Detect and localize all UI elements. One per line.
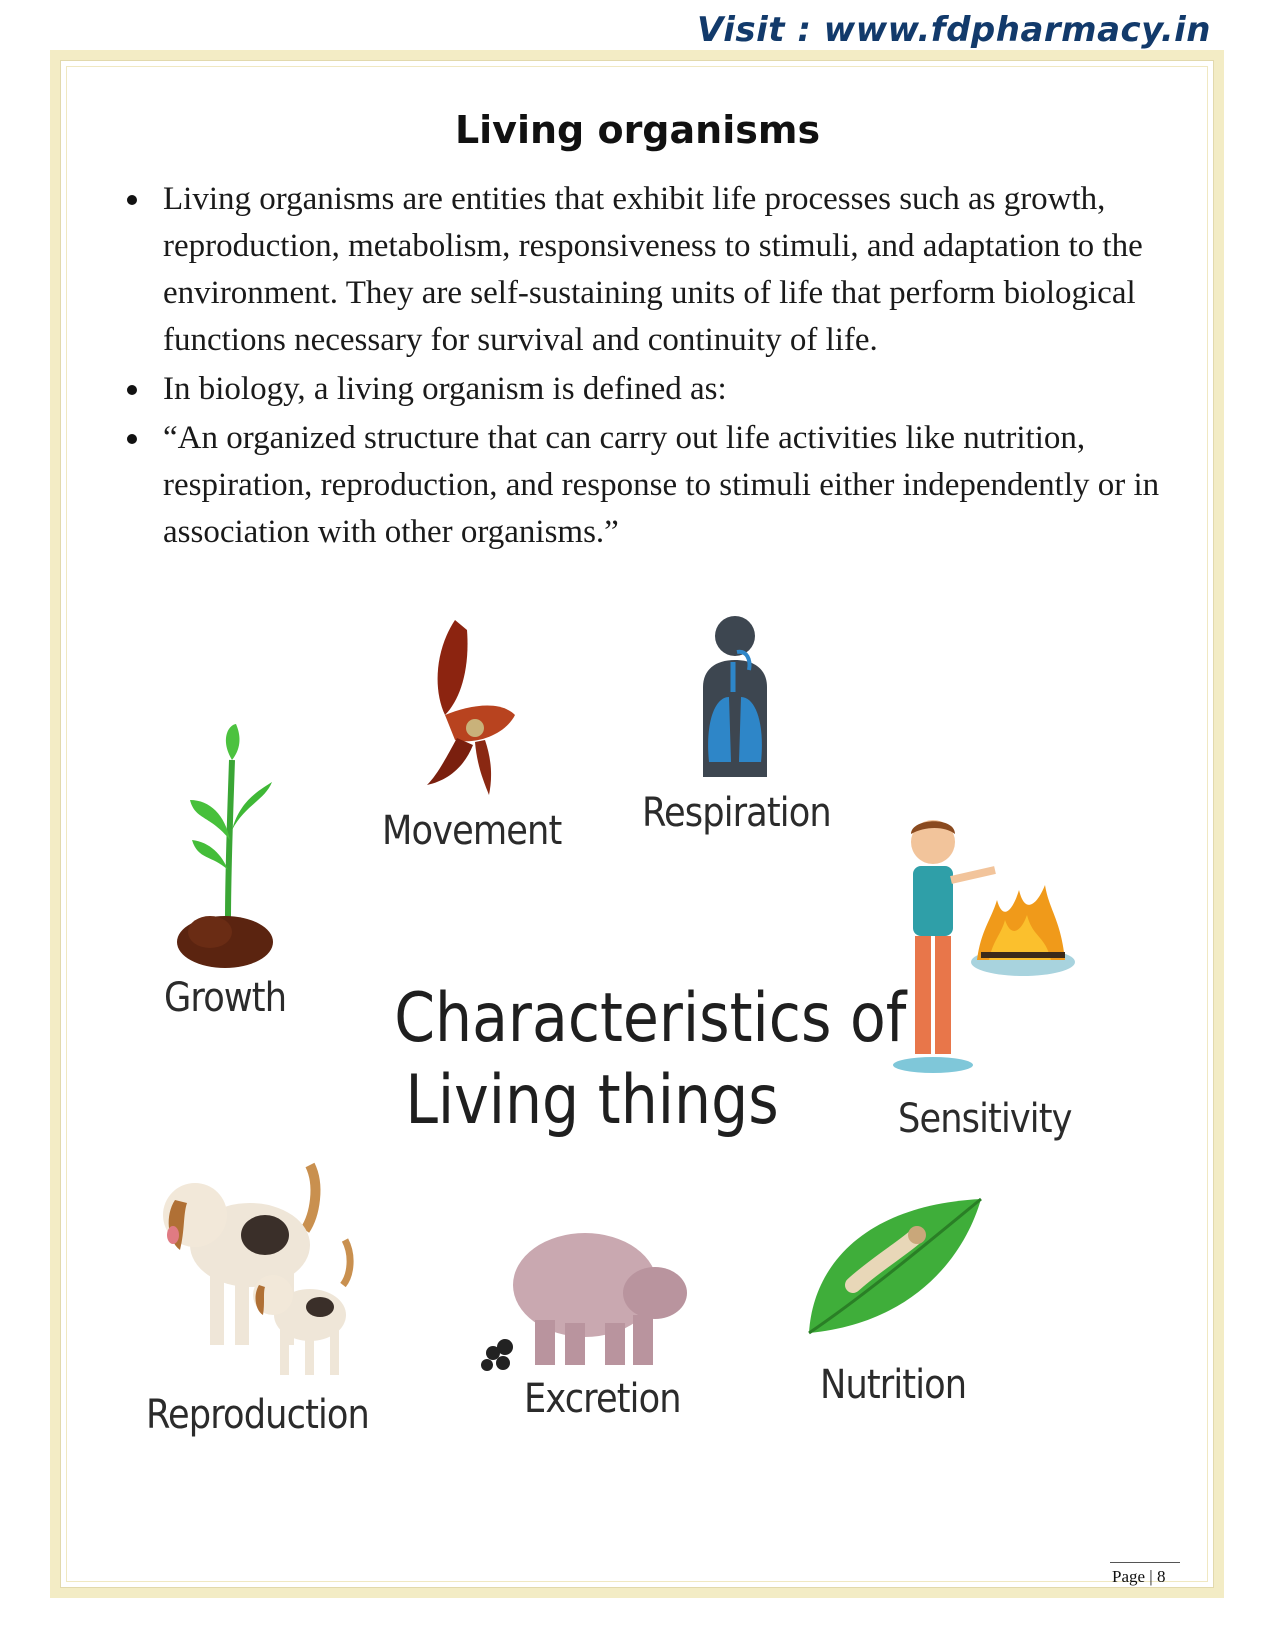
label-growth: Growth	[164, 975, 287, 1021]
lungs-icon	[695, 612, 775, 777]
bullet-item	[125, 366, 1205, 413]
bullet-dot	[127, 385, 137, 395]
label-sensitivity: Sensitivity	[898, 1096, 1072, 1142]
bullet-dot	[127, 434, 137, 444]
plant-sprout-icon	[170, 720, 280, 970]
label-movement: Movement	[382, 808, 562, 854]
page-number-rule	[1110, 1562, 1180, 1563]
label-excretion: Excretion	[524, 1376, 681, 1422]
header-visit-link[interactable]: Visit : www.fdpharmacy.in	[697, 10, 1211, 50]
bullet-dot	[127, 195, 137, 205]
page-number: Page | 8	[1112, 1567, 1166, 1586]
bullet-text: “An organized structure that can carry out life activities like nutrition, respiration, reproduction, and response to stimuli either independently or in association with other organisms.”	[163, 420, 1160, 550]
boy-near-fire-icon	[885, 810, 1075, 1080]
figure-center-title-line1: Characteristics of	[394, 979, 907, 1058]
caterpillar-on-leaf-icon	[805, 1195, 985, 1340]
bullet-text: Living organisms are entities that exhibit life processes such as growth, reproduction, metabolism, responsiveness to stimuli, and adaptation to the environment. They are self-sustaining units of life that perform biological functions necessary for survival and continuity of life.	[163, 181, 1143, 358]
dog-and-puppy-icon	[155, 1145, 360, 1380]
bullet-list	[125, 176, 1205, 558]
label-nutrition: Nutrition	[820, 1362, 967, 1408]
bullet-text: In biology, a living organism is defined as:	[163, 371, 727, 407]
characteristics-figure	[140, 600, 1140, 1520]
label-reproduction: Reproduction	[146, 1392, 369, 1438]
label-respiration: Respiration	[642, 790, 831, 836]
hippo-icon	[475, 1215, 695, 1375]
bullet-item	[125, 176, 1205, 364]
bird-icon	[415, 610, 525, 800]
figure-center-title-line2: Living things	[405, 1061, 779, 1140]
page-title: Living organisms	[454, 108, 821, 152]
bullet-item	[125, 415, 1205, 556]
